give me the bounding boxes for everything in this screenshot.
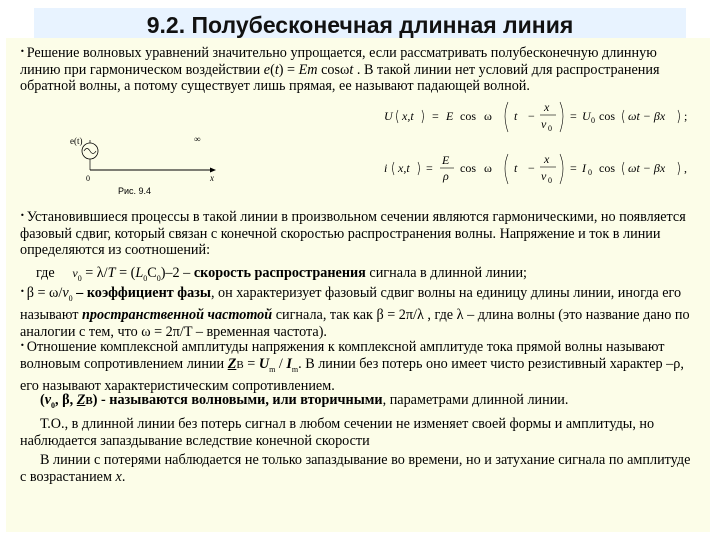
bullet-icon: • — [20, 341, 25, 350]
sine-wave-icon — [84, 149, 96, 154]
svg-text:,: , — [684, 161, 687, 175]
svg-text:;: ; — [684, 109, 688, 123]
svg-text:0: 0 — [591, 116, 595, 125]
svg-text:E: E — [442, 153, 450, 167]
slide-title: 9.2. Полубесконечная длинная линия — [34, 8, 686, 38]
figure-caption: Рис. 9.4 — [118, 186, 152, 196]
svg-text:I: I — [582, 161, 586, 175]
svg-text:=: = — [570, 109, 577, 123]
svg-text:i: i — [384, 161, 388, 175]
paragraph-conclusion: Т.О., в длинной линии без потерь сигнал в любом сечении не изменяет своей формы и амплитуды, но наблюдается запаздывание вследствие конечной скорости — [20, 416, 655, 449]
source-label: e(t) — [70, 136, 83, 146]
svg-text:0: 0 — [548, 124, 552, 133]
svg-text:U: U — [384, 109, 393, 123]
svg-text:ω: ω — [484, 109, 492, 123]
svg-text:ρ: ρ — [443, 169, 449, 183]
paragraph-losses: В линии с потерями наблюдается не только запаздывание во времени, но и затухание сигнала по амплитуде с возрастанием x. — [20, 452, 691, 485]
wave-formulas — [384, 90, 710, 200]
svg-text:x,t: x,t — [402, 109, 414, 123]
svg-text:=: = — [570, 161, 577, 175]
svg-text:x: x — [544, 152, 550, 166]
paragraph-phase-coefficient: • $\beta = \omega/v_0$ – коэффициент фазы, он характеризует фазовый сдвиг волны на единицу длины линии, иногда его называют пространственной частотой сигнала, так как β = 2π/λ , где λ – длина волны (это название дано по аналогии с тем, что ω = 2π/T – временная частота). — [20, 285, 690, 341]
paragraph-intro: • Решение волновых уравнений значительно упрощается, если рассматривать полубесконечную длинную линию при гармоническом воздействии e(t) = Em cosωt . В такой линии нет условий для распространения обратной волны, а потому существует лишь прямая, ее называют падающей волной. — [20, 45, 660, 95]
svg-text:cos: cos — [599, 109, 615, 123]
origin-label: 0 — [86, 174, 90, 183]
svg-text:cos: cos — [460, 109, 476, 123]
svg-text:U: U — [582, 109, 591, 123]
svg-text:ωt − βx: ωt − βx — [628, 161, 666, 175]
svg-text:=: = — [426, 161, 433, 175]
svg-text:v: v — [541, 117, 547, 131]
svg-text:x: x — [544, 100, 550, 114]
voltage-formula — [384, 100, 687, 133]
svg-text:cos: cos — [599, 161, 615, 175]
svg-text:−: − — [528, 161, 535, 175]
line-diagram — [68, 130, 228, 210]
svg-text:ω: ω — [484, 161, 492, 175]
svg-text:t: t — [514, 161, 518, 175]
svg-text:ωt − βx: ωt − βx — [628, 109, 666, 123]
bullet-icon: • — [20, 47, 25, 56]
svg-text:x,t: x,t — [398, 161, 410, 175]
svg-text:v: v — [541, 169, 547, 183]
infinity-label: ∞ — [194, 134, 201, 144]
bullet-icon: • — [20, 211, 25, 220]
slide-body — [6, 38, 710, 532]
svg-text:cos: cos — [460, 161, 476, 175]
paragraph-velocity: где $v_0 = \lambda/T = (L_0C_0)-2$ – скорость распространения сигнала в длинной линии; — [36, 265, 527, 283]
svg-text:t: t — [514, 109, 518, 123]
x-axis-arrow — [210, 168, 216, 173]
svg-text:0: 0 — [588, 168, 592, 177]
bullet-icon: • — [20, 287, 25, 296]
x-axis-label: x — [210, 173, 214, 183]
svg-text:E: E — [446, 109, 454, 123]
paragraph-wave-impedance: • Отношение комплексной амплитуды напряжения к комплексной амплитуде тока прямой волны называют волновым сопротивлением линии ZВ = $U_m / I_m$. В линии без потерь оно имеет чисто резистивный характер –ρ, его называют характеристическим сопротивлением. — [20, 339, 684, 395]
svg-text:0: 0 — [548, 176, 552, 185]
paragraph-steady-state: • Установившиеся процессы в такой линии в произвольном сечении являются гармоническими, но появляется фазовый сдвиг, который связан с конечной скоростью распространения волны. Напряжение и ток в линии определяются из соотношений: — [20, 209, 686, 259]
current-formula — [384, 152, 687, 185]
svg-text:=: = — [432, 109, 439, 123]
svg-text:−: − — [528, 109, 535, 123]
paragraph-secondary-params: ($v_0$, β, ZВ) - называются волновыми, или вторичными, параметрами длинной линии. — [40, 392, 569, 410]
